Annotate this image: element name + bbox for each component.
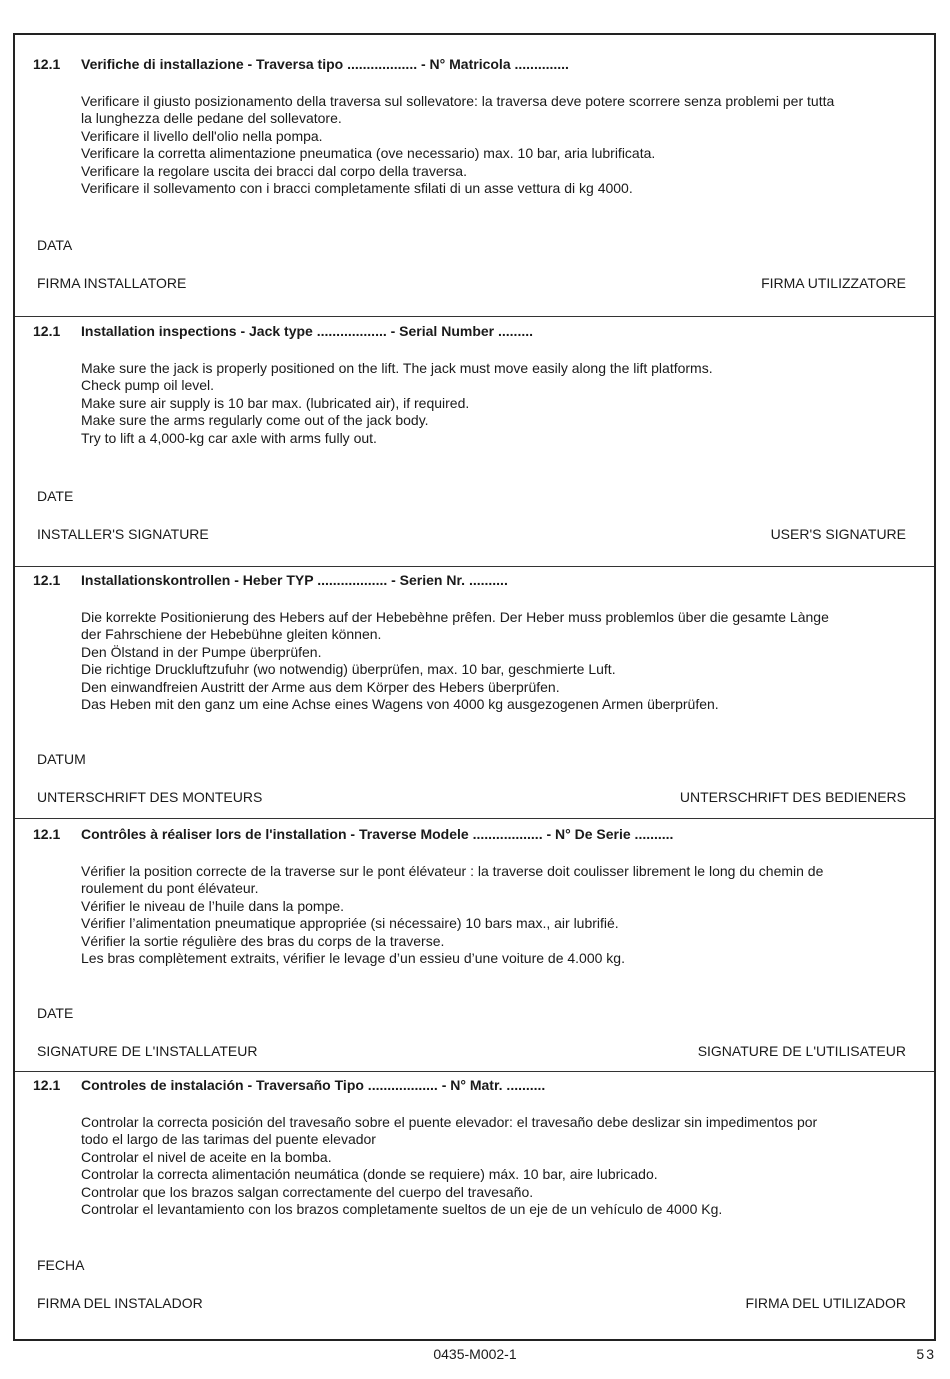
body-line: Die korrekte Positionierung des Hebers auf der Hebebèhne prêfen. Der Heber muss problemlos über die gesamte Lànge [81,609,829,625]
body-line: Controlar el nivel de aceite en la bomba. [81,1148,332,1165]
user-signature-label: FIRMA UTILIZZATORE [761,275,906,291]
body-line: Controlar la correcta posición del travesaño sobre el puente elevador: el travesaño debe deslizar sin impedimentos por [81,1114,818,1130]
date-label: DATA [37,237,73,253]
installer-signature-label: UNTERSCHRIFT DES MONTEURS [37,789,263,805]
section-body [81,360,918,447]
body-line: Controlar la correcta alimentación neumática (donde se requiere) máx. 10 bar, aire lubricado. [81,1166,658,1183]
date-label: DATE [37,488,74,504]
body-line: todo el largo de las tarimas del puente elevador [81,1131,376,1148]
body-line: Vérifier le niveau de l’huile dans la pompe. [81,897,345,914]
body-line: Try to lift a 4,000-kg car axle with arms fully out. [81,429,377,446]
body-line: Die richtige Druckluftzufuhr (wo notwendig) überprüfen, max. 10 bar, geschmierte Luft. [81,661,616,678]
installer-signature-label: SIGNATURE DE L'INSTALLATEUR [37,1043,258,1059]
body-line: Verificare il giusto posizionamento della traversa sul sollevatore: la traversa deve potere scorrere senza problemi per tutta [81,93,835,109]
body-line: la lunghezza delle pedane del sollevatore. [81,110,342,127]
body-line: Check pump oil level. [81,377,215,394]
user-signature-label: USER'S SIGNATURE [770,526,906,542]
body-line: Vérifier l’alimentation pneumatique appropriée (si nécessaire) 10 bars max., air lubrifié. [81,915,619,932]
section-body [81,1114,918,1218]
body-line: Den einwandfreien Austritt der Arme aus dem Körper des Hebers überprüfen. [81,678,560,695]
user-signature-label: SIGNATURE DE L'UTILISATEUR [697,1043,906,1059]
body-line: Make sure the arms regularly come out of the jack body. [81,412,429,429]
page-number: 53 [916,1346,936,1362]
body-line: der Fahrschiene der Hebebühne gleiten können. [81,626,382,643]
body-line: Make sure the jack is properly positioned on the lift. The jack must move easily along the lift platforms. [81,360,713,376]
section-body [81,93,918,197]
section-divider [15,316,934,317]
user-signature-label: FIRMA DEL UTILIZADOR [745,1295,906,1311]
body-line: roulement du pont élévateur. [81,880,259,897]
body-line: Controlar que los brazos salgan correctamente del cuerpo del travesaño. [81,1183,534,1200]
section-body [81,609,918,713]
user-signature-label: UNTERSCHRIFT DES BEDIENERS [679,789,906,805]
page-frame [13,33,936,1341]
body-line: Make sure air supply is 10 bar max. (lubricated air), if required. [81,394,470,411]
section-title: 12.1 Verifiche di installazione - Traversa tipo .................. - N° Matricola .............. [33,56,569,72]
body-line: Vérifier la position correcte de la traverse sur le pont élévateur : la traverse doit coulisser librement le long du chemin de [81,863,824,879]
body-line: Controlar el levantamiento con los brazos completamente sueltos de un eje de un vehículo de 4000 Kg. [81,1201,723,1218]
body-line: Verificare la regolare uscita dei bracci dal corpo della traversa. [81,162,467,179]
section-body [81,863,918,967]
date-label: DATE [37,1005,74,1021]
section-divider [15,1071,934,1072]
installer-signature-label: FIRMA INSTALLATORE [37,275,187,291]
date-label: FECHA [37,1257,85,1273]
document-code: 0435-M002-1 [433,1346,517,1362]
body-line: Verificare il sollevamento con i bracci completamente sfilati di un asse vettura di kg 4000. [81,180,633,197]
body-line: Les bras complètement extraits, vérifier le levage d’un essieu d’une voiture de 4.000 kg. [81,950,625,967]
installer-signature-label: INSTALLER'S SIGNATURE [37,526,209,542]
section-title: 12.1 Contrôles à réaliser lors de l'installation - Traverse Modele .................. - N° De Serie .......... [33,826,674,842]
installer-signature-label: FIRMA DEL INSTALADOR [37,1295,203,1311]
body-line: Verificare il livello dell'olio nella pompa. [81,127,323,144]
body-line: Verificare la corretta alimentazione pneumatica (ove necessario) max. 10 bar, aria lubrificata. [81,145,656,162]
body-line: Vérifier la sortie régulière des bras du corps de la traverse. [81,932,445,949]
section-title: 12.1 Installation inspections - Jack type .................. - Serial Number ......... [33,323,534,339]
section-divider [15,818,934,819]
section-title: 12.1 Controles de instalación - Traversaño Tipo .................. - N° Matr. .......... [33,1077,546,1093]
section-divider [15,566,934,567]
date-label: DATUM [37,751,86,767]
body-line: Den Ölstand in der Pumpe überprüfen. [81,643,322,660]
body-line: Das Heben mit den ganz um eine Achse eines Wagens von 4000 kg ausgezogenen Armen überprüfen. [81,696,719,713]
section-title: 12.1 Installationskontrollen - Heber TYP .................. - Serien Nr. .......... [33,572,508,588]
